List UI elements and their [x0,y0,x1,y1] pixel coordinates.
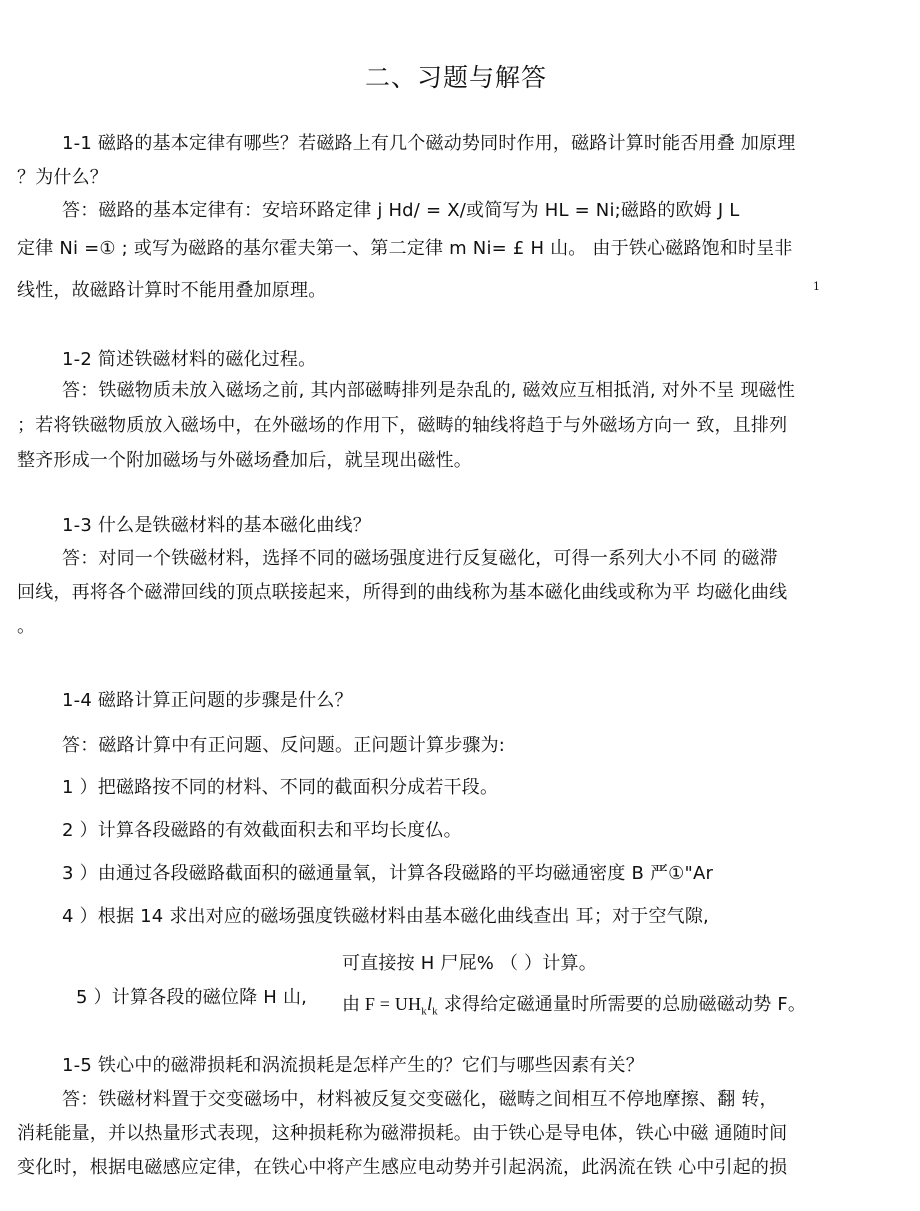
step-5-right [342,991,806,1025]
step-4-cont: 可直接按 H 尸屁% （ ）计算。 [342,953,597,974]
answer-1-5-line-3: 变化时，根据电磁感应定律，在铁心中将产生感应电动势并引起涡流，此涡流在铁 心中引起的损 [17,1157,788,1178]
answer-1-5-line-1: 答：铁磁材料置于交变磁场中，材料被反复交变磁化，磁畴之间相互不停地摩擦、翻 转， [62,1089,778,1110]
step-5-sub-2: k [432,1005,438,1018]
answer-1-2-line-1: 答：铁磁物质未放入磁场之前, 其内部磁畴排列是杂乱的, 磁效应互相抵消, 对外不呈 现磁性 [62,380,796,401]
step-2: 2 ）计算各段磁路的有效截面积去和平均长度仏。 [62,820,462,841]
step-5-sub-1: k [421,1005,427,1018]
step-5-left: 5 ）计算各段的磁位降 H 山, [76,987,308,1008]
answer-1-2-line-2: ；若将铁磁物质放入磁场中，在外磁场的作用下，磁畴的轴线将趋于与外磁场方向一 致，且排列 [17,415,788,436]
answer-1-1-line-1: 答：磁路的基本定律有：安培环路定律 j Hd/ = X/或简写为 HL = Ni;磁路的欧姆 J L [62,200,740,221]
answer-1-1-line-3: 线性，故磁路计算时不能用叠加原理。 [17,280,327,301]
answer-1-2-line-3: 整齐形成一个附加磁场与外磁场叠加后，就呈现出磁性。 [17,450,472,471]
step-5-text: 求得给定磁通量时所需要的总励磁磁动势 F。 [437,994,807,1015]
answer-1-5-line-2: 消耗能量，并以热量形式表现，这种损耗称为磁滞损耗。由于铁心是导电体，铁心中磁 通随时间 [17,1123,788,1144]
page-title: 二、习题与解答 [364,63,547,92]
answer-1-4-intro: 答：磁路计算中有正问题、反问题。正问题计算步骤为: [62,735,506,756]
question-1-2: 1-2 简述铁磁材料的磁化过程。 [62,349,317,370]
question-1-4: 1-4 磁路计算正问题的步骤是什么？ [62,690,353,711]
question-1-3: 1-3 什么是铁磁材料的基本磁化曲线？ [62,515,371,536]
step-1: 1 ）把磁路按不同的材料、不同的截面积分成若干段。 [62,777,499,798]
step-3: 3 ）由通过各段磁路截面积的磁通量氧，计算各段磁路的平均磁通密度 B 严①"Ar [62,863,714,884]
answer-1-3-line-3: 。 [17,616,36,637]
answer-1-3-line-1: 答：对同一个铁磁材料，选择不同的磁场强度进行反复磁化，可得一系列大小不同 的磁滞 [62,548,778,569]
question-1-1: 1-1 磁路的基本定律有哪些？若磁路上有几个磁动势同时作用，磁路计算时能否用叠 加原理 [62,133,796,154]
question-1-5: 1-5 铁心中的磁滞损耗和涡流损耗是怎样产生的？它们与哪些因素有关？ [62,1055,644,1076]
answer-1-1-line-2: 定律 Ni =① ; 或写为磁路的基尔霍夫第一、第二定律 m Ni= £ H 山。 由于铁心磁路饱和时呈非 [17,238,793,259]
answer-1-3-line-2: 回线，再将各个磁滞回线的顶点联接起来，所得到的曲线称为基本磁化曲线或称为平 均磁化曲线 [17,582,788,603]
question-1-1-cont: ？为什么？ [17,167,108,188]
step-5-formula: 由 F = UH [342,994,422,1014]
step-4: 4 ）根据 14 求出对应的磁场强度铁磁材料由基本磁化曲线查出 耳；对于空气隙, [62,906,709,927]
page-marker: 1 [813,280,820,293]
step-5-l: l [426,994,433,1014]
